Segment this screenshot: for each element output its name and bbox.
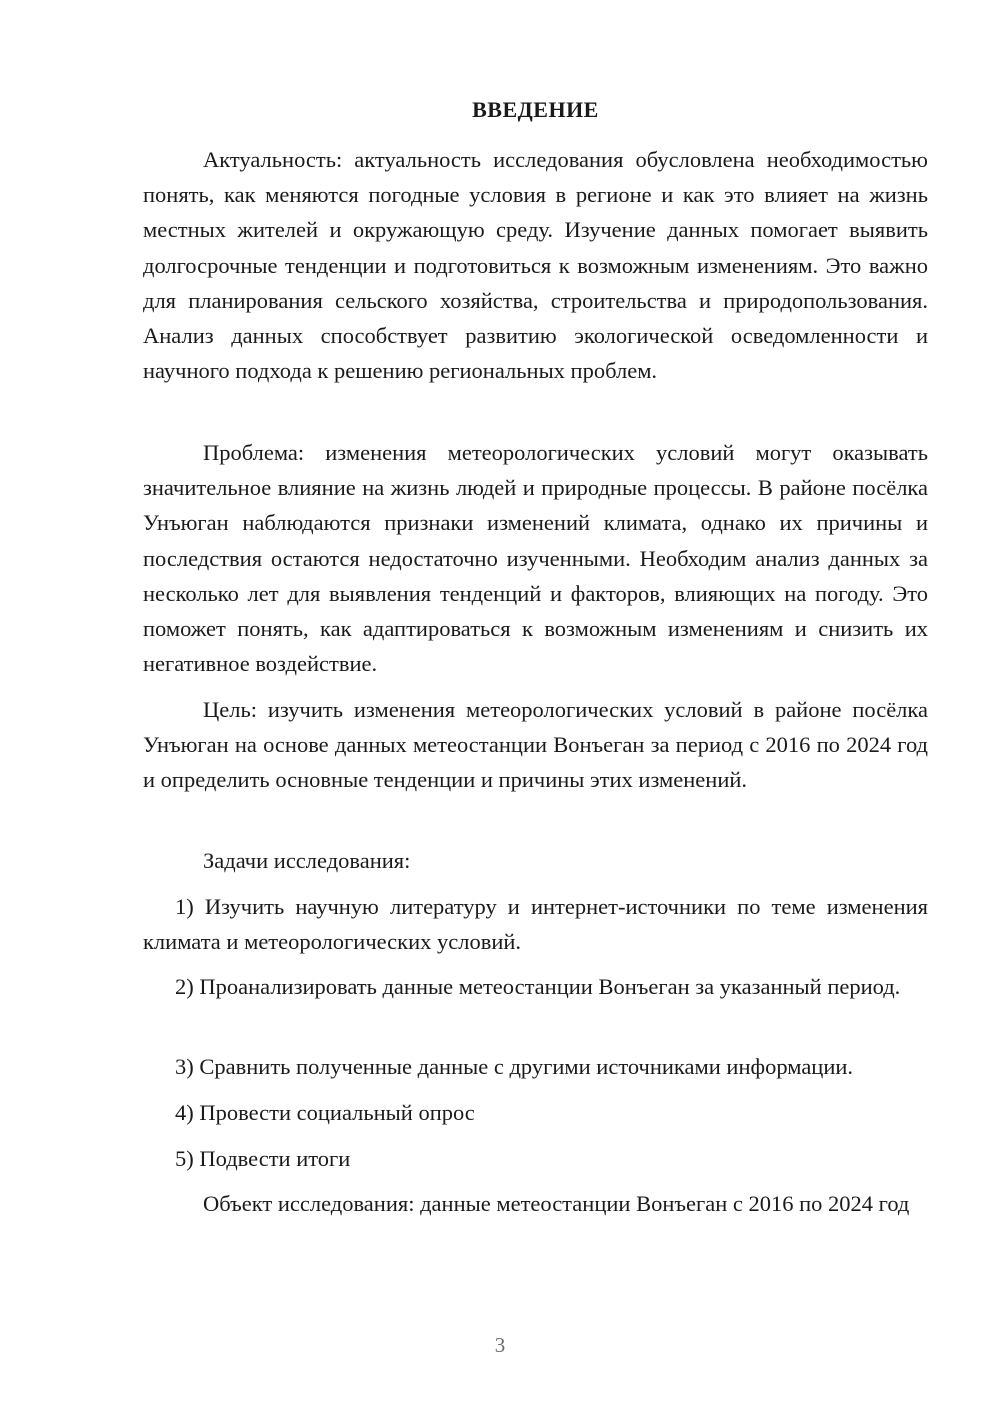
tasks-title: Задачи исследования: <box>203 848 411 873</box>
task-item-3: 3) Сравнить полученные данные с другими источниками информации. <box>175 1054 854 1079</box>
relevance-paragraph: Актуальность: актуальность исследования обусловлена необходимостью понять, как меняются погодные условия в регионе и как это влияет на жизнь местных жителей и окружающую среду. Изучение данных помогает выявить долгосрочные тенденции и подготовиться к возможным изменениям. Это важно для планирования сельского хозяйства, строительства и природопользования. Анализ данных способствует развитию экологической осведомленности и научного подхода к решению региональных проблем. <box>143 147 928 384</box>
page-number: 3 <box>494 1333 506 1357</box>
problem-paragraph: Проблема: изменения метеорологических условий могут оказывать значительное влияние на жизнь людей и природные процессы. В районе посёлка Унъюган наблюдаются признаки изменений климата, однако их причины и последствия остаются недостаточно изученными. Необходим анализ данных за несколько лет для выявления тенденций и факторов, влияющих на погоду. Это поможет понять, как адаптироваться к возможным изменениям и снизить их негативное воздействие. <box>143 440 928 677</box>
object-paragraph: Объект исследования: данные метеостанции Вонъеган с 2016 по 2024 год <box>203 1191 910 1216</box>
task-item-5: 5) Подвести итоги <box>175 1146 351 1171</box>
task-item-1: 1) Изучить научную литературу и интернет-источники по теме изменения климата и метеорологических условий. <box>143 894 928 955</box>
section-heading: ВВЕДЕНИЕ <box>472 97 599 122</box>
goal-paragraph: Цель: изучить изменения метеорологических условий в районе посёлка Унъюган на основе данных метеостанции Вонъеган за период с 2016 по 2024 год и определить основные тенденции и причины этих изменений. <box>143 697 928 793</box>
task-item-2: 2) Проанализировать данные метеостанции Вонъеган за указанный период. <box>175 974 901 999</box>
task-item-4: 4) Провести социальный опрос <box>175 1100 475 1125</box>
